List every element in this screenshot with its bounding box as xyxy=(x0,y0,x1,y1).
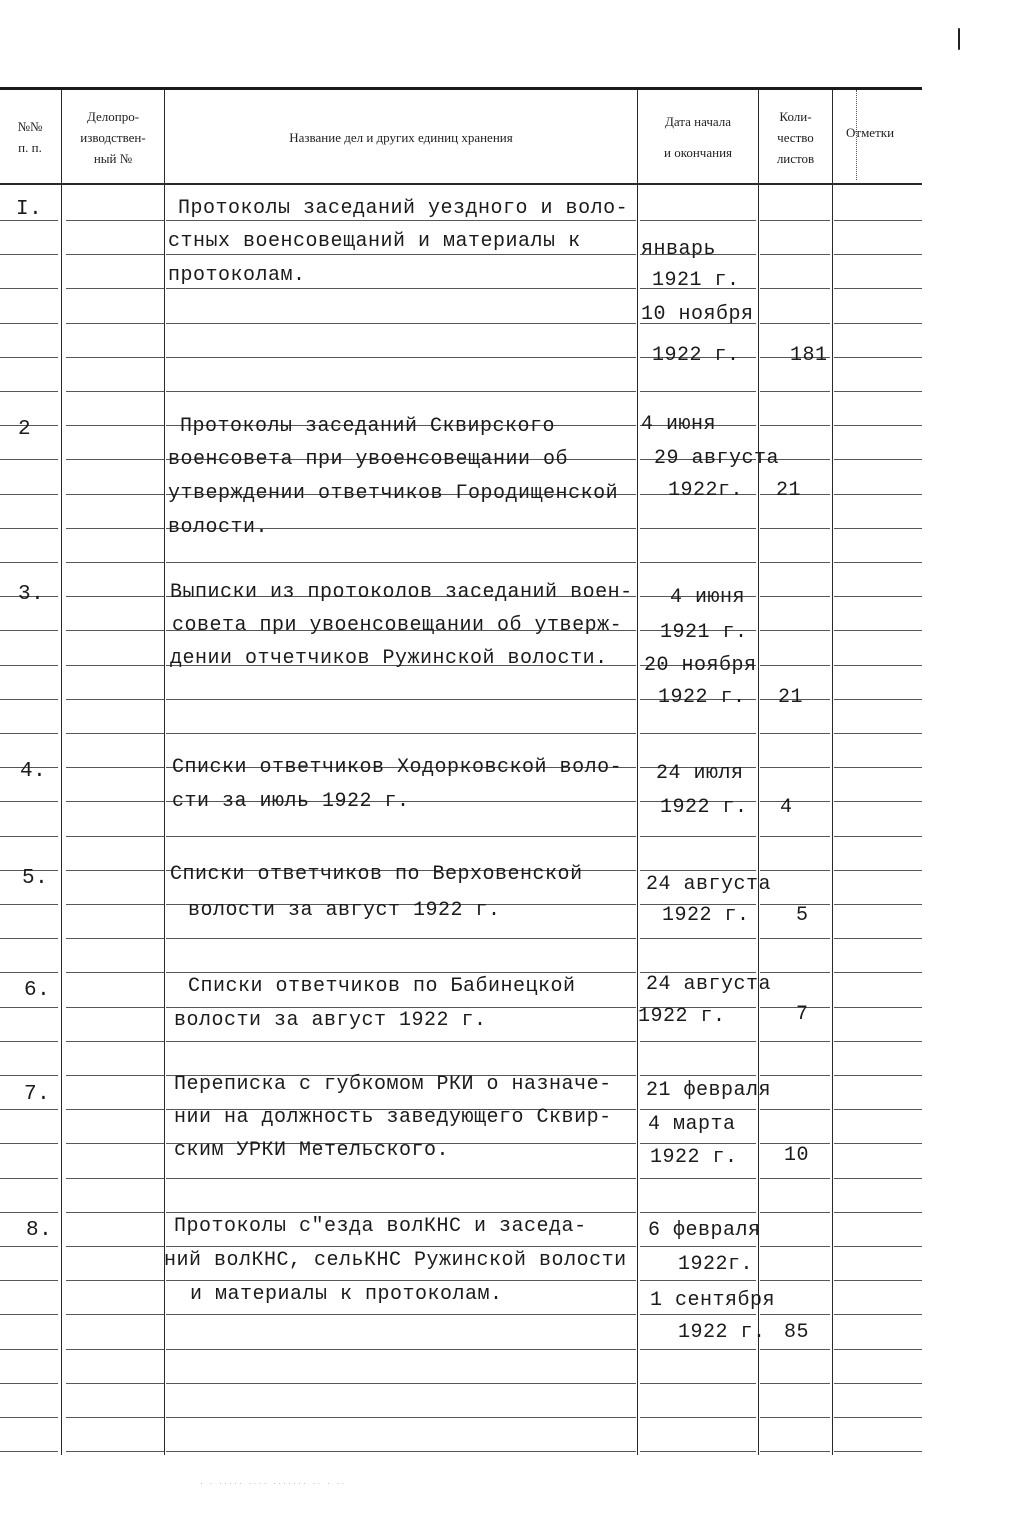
row-rule-line xyxy=(0,1383,58,1384)
entry-title-line: ским УРКИ Метельского. xyxy=(174,1139,450,1162)
entry-sheet-count: 85 xyxy=(784,1321,810,1344)
row-rule-line xyxy=(0,288,58,289)
column-divider xyxy=(832,90,833,1455)
row-rule-line xyxy=(834,528,922,529)
entry-date-line: 1922 г. xyxy=(638,1005,726,1028)
row-rule-line xyxy=(166,972,636,973)
header-text: №№ xyxy=(17,119,43,134)
row-rule-line xyxy=(834,699,922,700)
entry-title-line: ний волКНС, сельКНС Ружинской волости xyxy=(164,1249,627,1272)
entry-title-line: сти за июль 1922 г. xyxy=(172,790,410,813)
entry-date-line: 20 ноября xyxy=(644,654,757,677)
header-text: и окончания xyxy=(663,145,733,160)
row-rule-line xyxy=(834,665,922,666)
row-rule-line xyxy=(66,1041,164,1042)
entry-date-line: 24 августа xyxy=(646,873,772,896)
row-rule-line xyxy=(640,870,756,871)
entry-title-line: волости. xyxy=(168,516,269,539)
entry-title-line: совета при увоенсовещании об утверж- xyxy=(172,614,623,637)
row-rule-line xyxy=(640,1246,756,1247)
entry-number: 4. xyxy=(20,760,47,783)
row-rule-line xyxy=(760,1314,830,1315)
entry-date-line: 21 февраля xyxy=(646,1079,772,1102)
entry-date-line: январь xyxy=(641,238,717,261)
row-rule-line xyxy=(760,801,830,802)
header-text: изводствен- xyxy=(80,129,146,145)
row-rule-line xyxy=(640,1212,756,1213)
row-rule-line xyxy=(166,1041,636,1042)
row-rule-line xyxy=(640,1178,756,1179)
row-rule-line xyxy=(760,1041,830,1042)
entry-title-line: волости за август 1922 г. xyxy=(174,1009,487,1032)
header-col-num xyxy=(0,92,60,182)
row-rule-line xyxy=(834,425,922,426)
entry-number: 5. xyxy=(22,867,49,890)
row-rule-line xyxy=(760,904,830,905)
entry-date-line: 1922 г. xyxy=(650,1146,738,1169)
row-rule-line xyxy=(760,562,830,563)
entry-number: 8. xyxy=(26,1219,53,1242)
row-rule-line xyxy=(66,1143,164,1144)
row-rule-line xyxy=(640,1143,756,1144)
row-rule-line xyxy=(834,254,922,255)
row-rule-line xyxy=(760,254,830,255)
row-rule-line xyxy=(640,220,756,221)
row-rule-line xyxy=(834,1007,922,1008)
row-rule-line xyxy=(0,733,58,734)
entry-sheet-count: 5 xyxy=(796,904,809,927)
row-rule-line xyxy=(66,665,164,666)
row-rule-line xyxy=(66,1349,164,1350)
row-rule-line xyxy=(834,562,922,563)
row-rule-line xyxy=(166,1280,636,1281)
row-rule-line xyxy=(66,870,164,871)
row-rule-line xyxy=(0,528,58,529)
table-top-rule xyxy=(0,87,922,90)
row-rule-line xyxy=(0,904,58,905)
row-rule-line xyxy=(760,1178,830,1179)
row-rule-line xyxy=(0,836,58,837)
row-rule-line xyxy=(66,938,164,939)
row-rule-line xyxy=(66,1451,164,1452)
entry-date-line: 1922 г. xyxy=(660,796,748,819)
row-rule-line xyxy=(66,699,164,700)
row-rule-line xyxy=(640,1314,756,1315)
entry-date-line: 1922 г. xyxy=(662,904,750,927)
row-rule-line xyxy=(66,767,164,768)
row-rule-line xyxy=(0,1280,58,1281)
entry-date-line: 6 февраля xyxy=(648,1219,761,1242)
row-rule-line xyxy=(66,1383,164,1384)
entry-date-line: 1922 г. xyxy=(658,686,746,709)
row-rule-line xyxy=(0,1178,58,1179)
entry-sheet-count: 21 xyxy=(776,479,802,502)
entry-sheet-count: 10 xyxy=(784,1144,810,1167)
row-rule-line xyxy=(0,357,58,358)
row-rule-line xyxy=(834,323,922,324)
row-rule-line xyxy=(834,1143,922,1144)
row-rule-line xyxy=(760,1417,830,1418)
row-rule-line xyxy=(834,1314,922,1315)
header-col-dates xyxy=(638,92,758,182)
row-rule-line xyxy=(834,1178,922,1179)
row-rule-line xyxy=(66,1212,164,1213)
row-rule-line xyxy=(0,972,58,973)
row-rule-line xyxy=(834,733,922,734)
row-rule-line xyxy=(834,938,922,939)
row-rule-line xyxy=(760,1075,830,1076)
row-rule-line xyxy=(66,1007,164,1008)
entry-title-line: утверждении ответчиков Городищенской xyxy=(168,482,619,505)
row-rule-line xyxy=(166,357,636,358)
header-text: Делопро- xyxy=(86,108,140,124)
row-rule-line xyxy=(760,870,830,871)
row-rule-line xyxy=(0,1109,58,1110)
row-rule-line xyxy=(760,220,830,221)
row-rule-line xyxy=(760,836,830,837)
row-rule-line xyxy=(760,596,830,597)
entry-date-line: 1921 г. xyxy=(652,269,740,292)
row-rule-line xyxy=(0,1007,58,1008)
row-rule-line xyxy=(166,1314,636,1315)
entry-date-line: 29 августа xyxy=(654,447,780,470)
row-rule-line xyxy=(760,528,830,529)
row-rule-line xyxy=(834,1349,922,1350)
header-text: чество xyxy=(777,129,814,145)
entry-date-line: 24 августа xyxy=(646,973,772,996)
row-rule-line xyxy=(834,596,922,597)
row-rule-line xyxy=(66,630,164,631)
row-rule-line xyxy=(760,391,830,392)
row-rule-line xyxy=(0,323,58,324)
row-rule-line xyxy=(834,357,922,358)
row-rule-line xyxy=(640,1041,756,1042)
row-rule-line xyxy=(66,1075,164,1076)
row-rule-line xyxy=(834,1417,922,1418)
row-rule-line xyxy=(834,1383,922,1384)
row-rule-line xyxy=(760,323,830,324)
row-rule-line xyxy=(66,254,164,255)
header-col-title xyxy=(165,92,637,182)
row-rule-line xyxy=(760,1246,830,1247)
entry-date-line: 10 ноября xyxy=(641,303,754,326)
row-rule-line xyxy=(760,938,830,939)
row-rule-line xyxy=(0,1314,58,1315)
row-rule-line xyxy=(166,391,636,392)
page-number-mark xyxy=(958,28,960,50)
entry-title-line: Выписки из протоколов заседаний воен- xyxy=(170,581,633,604)
row-rule-line xyxy=(834,630,922,631)
entry-sheet-count: 7 xyxy=(796,1003,809,1026)
entry-date-line: 4 июня xyxy=(641,413,717,436)
row-rule-line xyxy=(834,1212,922,1213)
row-rule-line xyxy=(66,323,164,324)
row-rule-line xyxy=(640,1383,756,1384)
row-rule-line xyxy=(166,1451,636,1452)
row-rule-line xyxy=(760,1212,830,1213)
row-rule-line xyxy=(166,1178,636,1179)
row-rule-line xyxy=(66,425,164,426)
row-rule-line xyxy=(834,904,922,905)
entry-number: 3. xyxy=(18,583,45,606)
row-rule-line xyxy=(834,1041,922,1042)
row-rule-line xyxy=(66,904,164,905)
row-rule-line xyxy=(66,357,164,358)
row-rule-line xyxy=(834,972,922,973)
row-rule-line xyxy=(66,459,164,460)
entry-title-line: дении отчетчиков Ружинской волости. xyxy=(170,647,608,670)
entry-date-line: 1922г. xyxy=(678,1253,754,1276)
row-rule-line xyxy=(760,1280,830,1281)
row-rule-line xyxy=(760,1349,830,1350)
row-rule-line xyxy=(834,288,922,289)
entry-sheet-count: 4 xyxy=(780,796,793,819)
entry-title-line: стных военсовещаний и материалы к xyxy=(168,230,581,253)
row-rule-line xyxy=(0,938,58,939)
entry-title-line: военсовета при увоенсовещании об xyxy=(168,448,569,471)
row-rule-line xyxy=(166,733,636,734)
row-rule-line xyxy=(66,220,164,221)
entry-sheet-count: 21 xyxy=(778,686,804,709)
row-rule-line xyxy=(640,1075,756,1076)
entry-date-line: 24 июля xyxy=(656,762,744,785)
row-rule-line xyxy=(760,288,830,289)
row-rule-line xyxy=(66,1246,164,1247)
row-rule-line xyxy=(0,494,58,495)
header-text: п. п. xyxy=(18,140,42,155)
row-rule-line xyxy=(66,1178,164,1179)
header-col-sheets xyxy=(759,92,832,182)
entry-date-line: 1 сентября xyxy=(650,1289,776,1312)
entry-title-line: Переписка с губкомом РКИ о назначе- xyxy=(174,1073,612,1096)
entry-title-line: нии на должность заведующего Сквир- xyxy=(174,1106,612,1129)
row-rule-line xyxy=(0,1451,58,1452)
entry-title-line: и материалы к протоколам. xyxy=(190,1283,503,1306)
row-rule-line xyxy=(640,836,756,837)
header-col-office-num xyxy=(62,92,164,182)
entry-date-line: 1921 г. xyxy=(660,621,748,644)
row-rule-line xyxy=(66,288,164,289)
header-text: листов xyxy=(776,150,815,166)
header-text: Коли- xyxy=(779,108,812,124)
row-rule-line xyxy=(640,528,756,529)
row-rule-line xyxy=(834,1451,922,1452)
entry-title-line: протоколам. xyxy=(168,264,306,287)
row-rule-line xyxy=(760,733,830,734)
row-rule-line xyxy=(640,391,756,392)
row-rule-line xyxy=(760,767,830,768)
row-rule-line xyxy=(0,1349,58,1350)
entry-title-line: волости за август 1922 г. xyxy=(188,899,501,922)
row-rule-line xyxy=(640,1280,756,1281)
row-rule-line xyxy=(166,1383,636,1384)
row-rule-line xyxy=(834,459,922,460)
row-rule-line xyxy=(66,494,164,495)
row-rule-line xyxy=(66,1109,164,1110)
row-rule-line xyxy=(0,801,58,802)
row-rule-line xyxy=(0,1143,58,1144)
entry-sheet-count: 181 xyxy=(790,344,828,367)
row-rule-line xyxy=(760,1383,830,1384)
row-rule-line xyxy=(0,1075,58,1076)
entry-date-line: 4 марта xyxy=(648,1113,736,1136)
row-rule-line xyxy=(834,1280,922,1281)
row-rule-line xyxy=(834,870,922,871)
entry-title-line: Протоколы с"езда волКНС и заседа- xyxy=(174,1215,587,1238)
row-rule-line xyxy=(166,699,636,700)
row-rule-line xyxy=(640,1417,756,1418)
row-rule-line xyxy=(0,254,58,255)
entry-title-line: Списки ответчиков по Бабинецкой xyxy=(188,975,576,998)
entry-number: 7. xyxy=(24,1083,51,1106)
row-rule-line xyxy=(640,562,756,563)
header-col-notes xyxy=(840,92,922,182)
entry-title-line: Списки ответчиков по Верховенской xyxy=(170,863,583,886)
row-rule-line xyxy=(0,1041,58,1042)
row-rule-line xyxy=(640,1349,756,1350)
row-rule-line xyxy=(0,1417,58,1418)
row-rule-line xyxy=(66,1314,164,1315)
entry-date-line: 1922 г. xyxy=(678,1321,766,1344)
entry-title-line: Списки ответчиков Ходорковской воло- xyxy=(172,756,623,779)
row-rule-line xyxy=(760,1451,830,1452)
column-divider xyxy=(758,90,759,1455)
row-rule-line xyxy=(640,1451,756,1452)
row-rule-line xyxy=(834,836,922,837)
row-rule-line xyxy=(166,562,636,563)
column-divider xyxy=(637,90,638,1455)
entry-number: 2 xyxy=(18,418,32,441)
entry-date-line: 4 июня xyxy=(670,586,746,609)
row-rule-line xyxy=(0,1212,58,1213)
row-rule-line xyxy=(0,562,58,563)
row-rule-line xyxy=(760,630,830,631)
entry-date-line: 1922г. xyxy=(668,479,744,502)
row-rule-line xyxy=(66,596,164,597)
entry-date-line: 1922 г. xyxy=(652,344,740,367)
row-rule-line xyxy=(760,425,830,426)
row-rule-line xyxy=(66,1417,164,1418)
row-rule-line xyxy=(834,801,922,802)
entry-number: I. xyxy=(16,198,43,221)
row-rule-line xyxy=(0,391,58,392)
row-rule-line xyxy=(760,1109,830,1110)
row-rule-line xyxy=(166,1417,636,1418)
row-rule-line xyxy=(760,1007,830,1008)
row-rule-line xyxy=(640,1109,756,1110)
row-rule-line xyxy=(66,1280,164,1281)
row-rule-line xyxy=(166,1246,636,1247)
row-rule-line xyxy=(0,1246,58,1247)
row-rule-line xyxy=(66,836,164,837)
row-rule-line xyxy=(834,494,922,495)
row-rule-line xyxy=(0,665,58,666)
row-rule-line xyxy=(66,562,164,563)
header-text: Название дел и других единиц хранения xyxy=(289,129,513,145)
entry-title-line: Протоколы заседаний Сквирского xyxy=(180,415,556,438)
row-rule-line xyxy=(640,938,756,939)
row-rule-line xyxy=(834,391,922,392)
header-text: Дата начала xyxy=(664,114,732,129)
row-rule-line xyxy=(66,801,164,802)
row-rule-line xyxy=(0,459,58,460)
row-rule-line xyxy=(166,836,636,837)
row-rule-line xyxy=(640,733,756,734)
row-rule-line xyxy=(760,665,830,666)
row-rule-line xyxy=(834,220,922,221)
faded-print-mark: · · ····· ···· ······· ·· · ·· xyxy=(200,1478,347,1488)
header-bottom-rule xyxy=(0,183,922,185)
row-rule-line xyxy=(0,630,58,631)
header-text: Отметки xyxy=(846,124,895,140)
row-rule-line xyxy=(66,391,164,392)
row-rule-line xyxy=(0,699,58,700)
column-divider xyxy=(61,90,62,1455)
row-rule-line xyxy=(834,1109,922,1110)
row-rule-line xyxy=(166,323,636,324)
entry-number: 6. xyxy=(24,979,51,1002)
row-rule-line xyxy=(834,767,922,768)
row-rule-line xyxy=(834,1075,922,1076)
row-rule-line xyxy=(66,972,164,973)
row-rule-line xyxy=(166,1212,636,1213)
row-rule-line xyxy=(166,1349,636,1350)
row-rule-line xyxy=(166,938,636,939)
row-rule-line xyxy=(66,733,164,734)
row-rule-line xyxy=(66,528,164,529)
entry-title-line: Протоколы заседаний уездного и воло- xyxy=(178,197,629,220)
header-text: ный № xyxy=(93,150,133,166)
row-rule-line xyxy=(834,1246,922,1247)
